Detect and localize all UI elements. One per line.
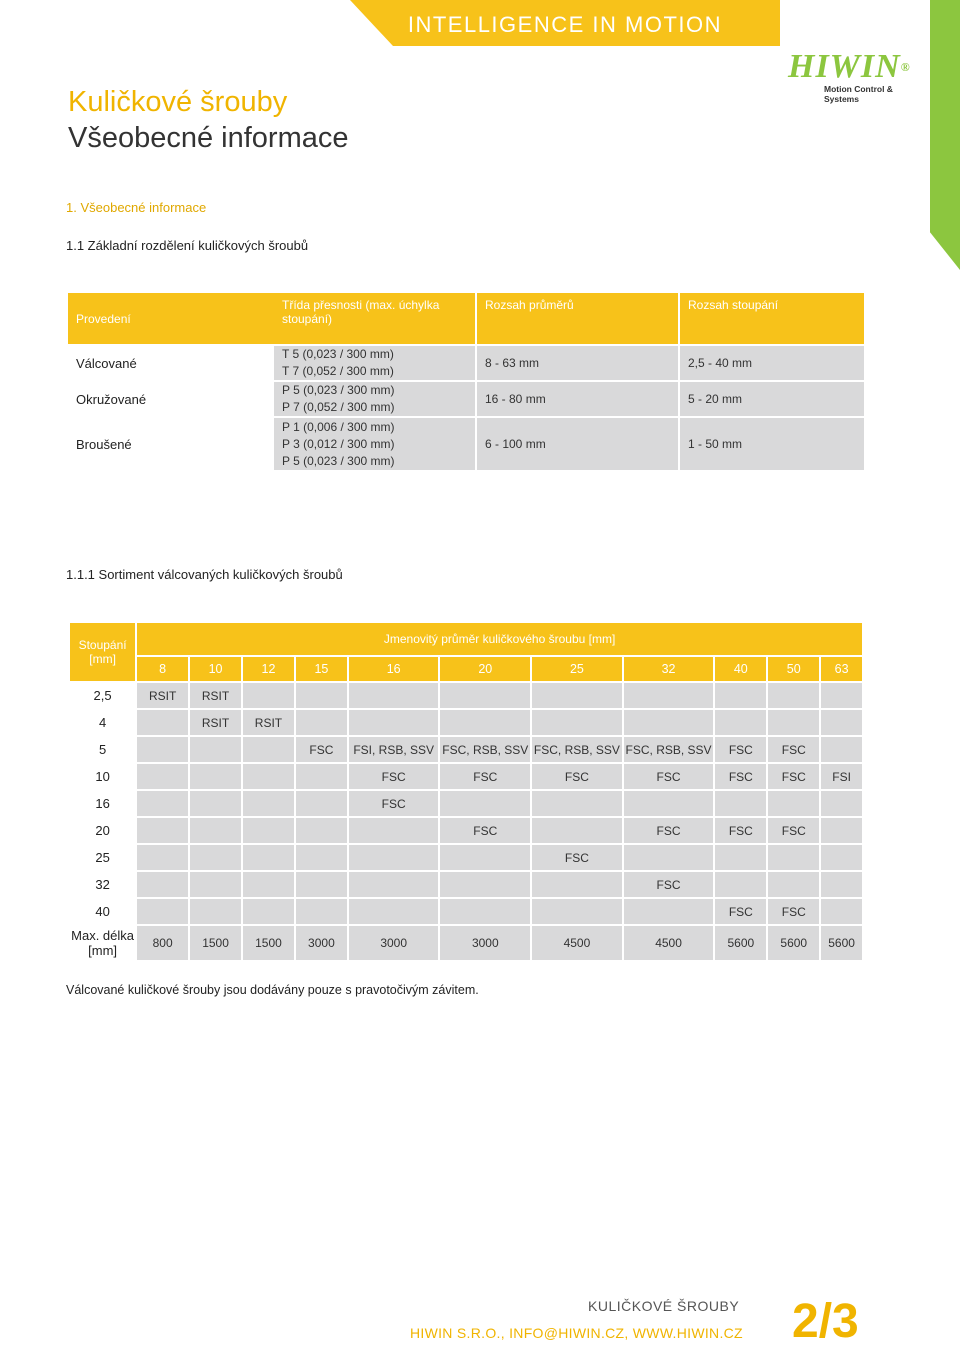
variant-cell: FSC, RSB, SSV [624, 737, 714, 762]
variant-cell [349, 899, 439, 924]
variant-cell [243, 818, 294, 843]
table-row [70, 899, 862, 924]
variant-cell [768, 683, 819, 708]
table-row [70, 791, 862, 816]
variant-cell [243, 764, 294, 789]
header-type: Provedení [68, 293, 274, 344]
table-row [68, 418, 864, 470]
variant-cell: FSC [768, 764, 819, 789]
table-row [70, 845, 862, 870]
row-type: Broušené [68, 418, 274, 470]
row-pitch: 25 [70, 845, 135, 870]
accuracy-class: P 5 (0,023 / 300 mm) [282, 453, 395, 468]
variant-cell [296, 845, 347, 870]
variant-cell: FSC [768, 737, 819, 762]
variant-cell [296, 683, 347, 708]
variant-cell [190, 764, 241, 789]
row-pitch: 5 [70, 737, 135, 762]
variant-cell: FSC [440, 764, 530, 789]
diameter-header: 10 [190, 657, 241, 681]
variant-cell [768, 872, 819, 897]
variant-cell [243, 737, 294, 762]
variant-cell [821, 845, 862, 870]
variant-cell: FSC [532, 764, 622, 789]
variant-cell [190, 818, 241, 843]
variant-cell: FSC [532, 845, 622, 870]
variant-cell [296, 899, 347, 924]
row-accuracy-classes [274, 418, 477, 470]
variant-cell [624, 710, 714, 735]
variant-cell [190, 899, 241, 924]
variant-cell [440, 710, 530, 735]
max-length-cell: 3000 [296, 926, 347, 960]
variant-cell [715, 683, 766, 708]
footnote: Válcované kuličkové šrouby jsou dodávány pouze s pravotočivým závitem. [66, 983, 479, 997]
variant-cell [243, 791, 294, 816]
diameter-header: 40 [715, 657, 766, 681]
variant-cell [440, 899, 530, 924]
table-row [70, 872, 862, 897]
header-pitch-range: Rozsah stoupání [680, 293, 864, 344]
row-pitch: 10 [70, 764, 135, 789]
max-length-label: Max. délka [mm] [71, 928, 135, 958]
rolled-ballscrew-range-table [68, 621, 864, 962]
variant-cell [137, 872, 188, 897]
variant-cell [821, 872, 862, 897]
page-subtitle: Všeobecné informace [68, 122, 349, 154]
variant-cell: FSC [768, 899, 819, 924]
diameter-header: 25 [532, 657, 622, 681]
variant-cell: RSIT [190, 683, 241, 708]
table-row [70, 818, 862, 843]
diameter-header: 15 [296, 657, 347, 681]
variant-cell: FSC [715, 764, 766, 789]
diameter-header: 12 [243, 657, 294, 681]
diameter-header: 16 [349, 657, 439, 681]
tagline: INTELLIGENCE IN MOTION [407, 12, 722, 37]
variant-cell: FSC, RSB, SSV [532, 737, 622, 762]
variant-cell [440, 791, 530, 816]
variant-cell [349, 845, 439, 870]
row-pitch: 2,5 - 40 mm [680, 346, 864, 380]
row-pitch: 16 [70, 791, 135, 816]
row-pitch: 1 - 50 mm [680, 418, 864, 470]
variant-cell [243, 683, 294, 708]
variant-cell [532, 683, 622, 708]
variant-cell [243, 899, 294, 924]
variant-cell [296, 764, 347, 789]
row-pitch: 20 [70, 818, 135, 843]
table-row [68, 382, 864, 416]
variant-cell: RSIT [243, 710, 294, 735]
row-type: Okružované [68, 382, 274, 416]
variant-cell: FSI, RSB, SSV [349, 737, 439, 762]
variant-cell [349, 710, 439, 735]
variant-cell: FSC, RSB, SSV [440, 737, 530, 762]
diameter-header: 20 [440, 657, 530, 681]
table-row [70, 710, 862, 735]
max-length-cell: 3000 [440, 926, 530, 960]
row-diameter: 8 - 63 mm [477, 346, 680, 380]
variant-cell: FSC [624, 818, 714, 843]
variant-cell [532, 899, 622, 924]
max-length-cell: 5600 [715, 926, 766, 960]
variant-cell [821, 710, 862, 735]
variant-cell [532, 818, 622, 843]
max-length-cell: 3000 [349, 926, 439, 960]
variant-cell [768, 791, 819, 816]
logo-subtitle: Motion Control & Systems [824, 84, 893, 104]
variant-cell: RSIT [137, 683, 188, 708]
variant-cell: FSC [349, 791, 439, 816]
variant-cell [715, 791, 766, 816]
green-accent-strip [930, 0, 960, 270]
variant-cell [821, 737, 862, 762]
variant-cell [532, 872, 622, 897]
accuracy-class: P 1 (0,006 / 300 mm) [282, 419, 395, 434]
group-header-nominal-diameter: Jmenovitý průměr kuličkového šroubu [mm] [137, 623, 862, 655]
variant-cell: FSC [296, 737, 347, 762]
variant-cell [137, 737, 188, 762]
max-length-cell: 800 [137, 926, 188, 960]
table-row [70, 737, 862, 762]
footer-contact: HIWIN S.R.O., INFO@HIWIN.CZ, WWW.HIWIN.CZ [410, 1325, 743, 1341]
variant-cell [137, 899, 188, 924]
variant-cell [296, 791, 347, 816]
variant-cell: FSC [349, 764, 439, 789]
row-diameter: 6 - 100 mm [477, 418, 680, 470]
row-accuracy-classes [274, 382, 477, 416]
variant-cell [821, 899, 862, 924]
variant-cell [349, 872, 439, 897]
variant-cell [190, 845, 241, 870]
variant-cell [137, 791, 188, 816]
page-title: Kuličkové šrouby [68, 86, 288, 118]
variant-cell [715, 845, 766, 870]
variant-cell [624, 899, 714, 924]
variant-cell: FSC [624, 764, 714, 789]
max-length-cell: 4500 [532, 926, 622, 960]
variant-cell [715, 872, 766, 897]
max-length-cell: 5600 [821, 926, 862, 960]
variant-cell [296, 872, 347, 897]
max-length-cell: 4500 [624, 926, 714, 960]
hiwin-logo [788, 50, 928, 104]
variant-cell [137, 818, 188, 843]
table-row [68, 346, 864, 380]
variant-cell [190, 737, 241, 762]
row-pitch: 32 [70, 872, 135, 897]
diameter-header: 50 [768, 657, 819, 681]
logo-word: HIWIN [788, 48, 901, 85]
variant-cell [768, 710, 819, 735]
variant-cell [532, 710, 622, 735]
variant-cell [137, 845, 188, 870]
variant-cell [440, 683, 530, 708]
variant-cell: FSC [624, 872, 714, 897]
row-type: Válcované [68, 346, 274, 380]
accuracy-class: P 7 (0,052 / 300 mm) [282, 400, 395, 414]
variant-cell [349, 818, 439, 843]
table-row [70, 764, 862, 789]
section-heading-1: 1. Všeobecné informace [66, 200, 207, 215]
variant-cell [821, 791, 862, 816]
section-heading-1-1: 1.1 Základní rozdělení kuličkových šroubů [66, 238, 309, 253]
max-length-row [70, 926, 862, 960]
accuracy-class: T 5 (0,023 / 300 mm) [282, 347, 394, 361]
variant-cell: FSC [768, 818, 819, 843]
variant-cell [715, 710, 766, 735]
max-length-cell: 1500 [243, 926, 294, 960]
variant-cell [624, 683, 714, 708]
row-diameter: 16 - 80 mm [477, 382, 680, 416]
variant-cell [440, 845, 530, 870]
max-length-cell: 1500 [190, 926, 241, 960]
variant-cell [768, 845, 819, 870]
variant-cell [624, 845, 714, 870]
variant-cell [190, 791, 241, 816]
table2-header-row [70, 623, 862, 655]
variant-cell [243, 845, 294, 870]
diameter-header: 32 [624, 657, 714, 681]
accuracy-class: P 5 (0,023 / 300 mm) [282, 383, 395, 397]
max-length-cell: 5600 [768, 926, 819, 960]
table-header-row [68, 293, 864, 344]
variant-cell [296, 710, 347, 735]
accuracy-class: T 7 (0,052 / 300 mm) [282, 364, 394, 378]
diameter-header: 63 [821, 657, 862, 681]
section-heading-1-1-1: 1.1.1 Sortiment válcovaných kuličkových šroubů [66, 567, 343, 582]
variant-cell [137, 710, 188, 735]
variant-cell [821, 683, 862, 708]
row-accuracy-classes [274, 346, 477, 380]
basic-division-table [68, 291, 864, 472]
accuracy-class: P 3 (0,012 / 300 mm) [282, 436, 395, 451]
variant-cell [137, 764, 188, 789]
row-pitch: 40 [70, 899, 135, 924]
variant-cell [440, 872, 530, 897]
variant-cell: FSI [821, 764, 862, 789]
variant-cell: RSIT [190, 710, 241, 735]
variant-cell: FSC [715, 899, 766, 924]
footer-label: KULIČKOVÉ ŠROUBY [588, 1298, 740, 1314]
header-accuracy-class: Třída přesnosti (max. úchylka stoupání) [274, 293, 477, 344]
variant-cell: FSC [715, 818, 766, 843]
variant-cell [624, 791, 714, 816]
header-diameter-range: Rozsah průměrů [477, 293, 680, 344]
page-number: 2/3 [792, 1295, 859, 1348]
row-pitch: 5 - 20 mm [680, 382, 864, 416]
corner-header-pitch: Stoupání [mm] [70, 623, 135, 681]
logo-registered-mark: ® [900, 60, 911, 74]
variant-cell [349, 683, 439, 708]
variant-cell [243, 872, 294, 897]
variant-cell: FSC [440, 818, 530, 843]
variant-cell: FSC [715, 737, 766, 762]
diameter-header-row [70, 657, 862, 681]
row-pitch: 4 [70, 710, 135, 735]
variant-cell [296, 818, 347, 843]
row-pitch: 2,5 [70, 683, 135, 708]
variant-cell [190, 872, 241, 897]
variant-cell [532, 791, 622, 816]
variant-cell [821, 818, 862, 843]
diameter-header: 8 [137, 657, 188, 681]
table-row [70, 683, 862, 708]
